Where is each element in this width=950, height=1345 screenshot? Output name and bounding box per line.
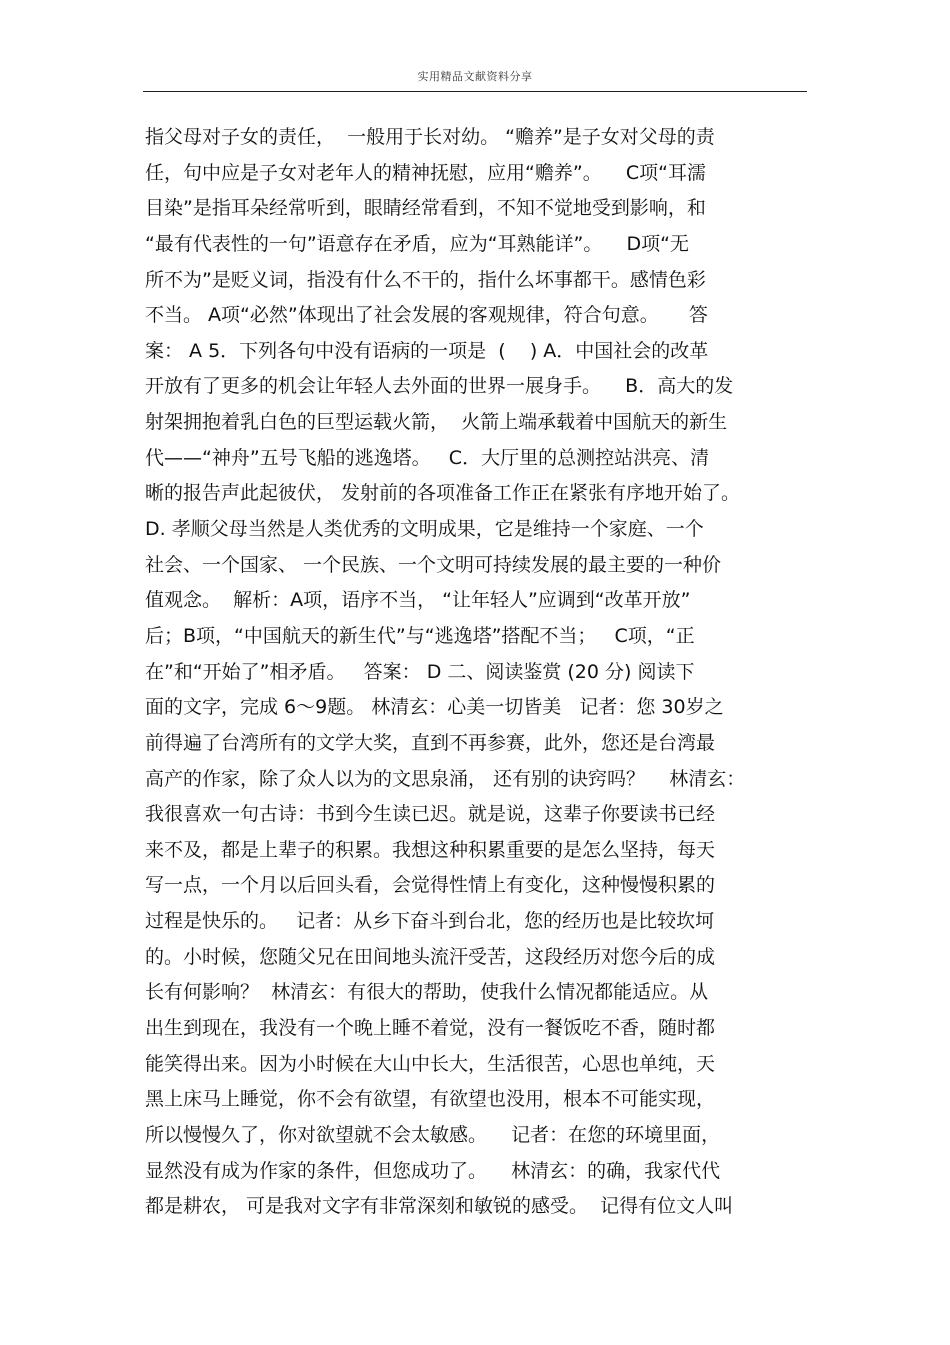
text-line: 后；B项，“中国航天的新生代”与“逃逸塔”搭配不当； C项，“正 <box>145 624 695 647</box>
header-divider <box>143 91 807 92</box>
text-line: 来不及，都是上辈子的积累。我想这种积累重要的是怎么坚持，每天 <box>145 838 716 861</box>
text-line: 所以慢慢久了，你对欲望就不会太敏感。 记者：在您的环境里面， <box>145 1123 721 1146</box>
text-line: 所不为”是贬义词，指没有什么不干的，指什么坏事都干。感情色彩 <box>145 268 706 291</box>
document-body <box>145 120 809 1225</box>
text-line: 晰的报告声此起彼伏， 发射前的各项准备工作正在紧张有序地开始了。 <box>145 482 741 505</box>
text-line: 案： A 5．下列各句中没有语病的一项是 ( ) A．中国社会的改革 <box>145 339 709 362</box>
text-line: 在”和“开始了”相矛盾。 答案： D 二、阅读鉴赏 (20 分) 阅读下 <box>145 660 695 683</box>
text-line: 过程是快乐的。 记者：从乡下奋斗到台北，您的经历也是比较坎坷 <box>145 910 715 933</box>
text-line: 都是耕农， 可是我对文字有非常深刻和敏锐的感受。 记得有位文人叫 <box>145 1195 734 1218</box>
text-line: 高产的作家，除了众人以为的文思泉涌， 还有别的诀窍吗？ 林清玄： <box>145 767 746 790</box>
text-line: 能笑得出来。因为小时候在大山中长大，生活很苦，心思也单纯，天 <box>145 1052 716 1075</box>
text-line: 显然没有成为作家的条件，但您成功了。 林清玄：的确，我家代代 <box>145 1159 721 1182</box>
text-line: 黑上床马上睡觉，你不会有欲望，有欲望也没用，根本不可能实现， <box>145 1088 716 1111</box>
text-line: 目染”是指耳朵经常听到，眼睛经常看到，不知不觉地受到影响，和 <box>145 197 706 220</box>
text-line: D. 孝顺父母当然是人类优秀的文明成果，它是维持一个家庭、一个 <box>145 518 704 541</box>
text-line: 长有何影响？ 林清玄：有很大的帮助，使我什么情况都能适应。从 <box>145 981 709 1004</box>
text-line: 出生到现在，我没有一个晚上睡不着觉，没有一餐饭吃不香，随时都 <box>145 1017 716 1040</box>
text-line: 社会、一个国家、 一个民族、一个文明可持续发展的最主要的一种价 <box>145 553 722 576</box>
text-line: 值观念。 解析：A项，语序不当， “让年轻人”应调到“改革开放” <box>145 589 691 612</box>
page-header: 实用精品文献资料分享 <box>417 70 533 83</box>
text-line: 代——“神舟”五号飞船的逃逸塔。 C．大厅里的总测控站洪亮、清 <box>145 446 710 469</box>
text-line: 前得遍了台湾所有的文学大奖，直到不再参赛，此外，您还是台湾最 <box>145 731 716 754</box>
text-line: 不当。 A项“必然”体现出了社会发展的客观规律，符合句意。 答 <box>145 304 708 327</box>
text-line: 任，句中应是子女对老年人的精神抚慰，应用“赡养”。 C项“耳濡 <box>145 161 706 184</box>
text-line: 写一点，一个月以后回头看，会觉得性情上有变化，这种慢慢积累的 <box>145 874 716 897</box>
text-line: 开放有了更多的机会让年轻人去外面的世界一展身手。 B．高大的发 <box>145 375 734 398</box>
text-line: 我很喜欢一句古诗：书到今生读已迟。就是说，这辈子你要读书已经 <box>145 803 716 826</box>
text-line: 面的文字，完成 6～9题。 林清玄：心美一切皆美 记者：您 30岁之 <box>145 696 724 719</box>
text-line: 指父母对子女的责任， 一般用于长对幼。 “赡养”是子女对父母的责 <box>145 126 715 148</box>
text-line: “最有代表性的一句”语意存在矛盾，应为“耳熟能详”。 D项“无 <box>145 232 690 255</box>
text-line: 射架拥抱着乳白色的巨型运载火箭， 火箭上端承载着中国航天的新生 <box>145 411 728 434</box>
text-line: 的。小时候，您随父兄在田间地头流汗受苦，这段经历对您今后的成 <box>145 945 716 968</box>
